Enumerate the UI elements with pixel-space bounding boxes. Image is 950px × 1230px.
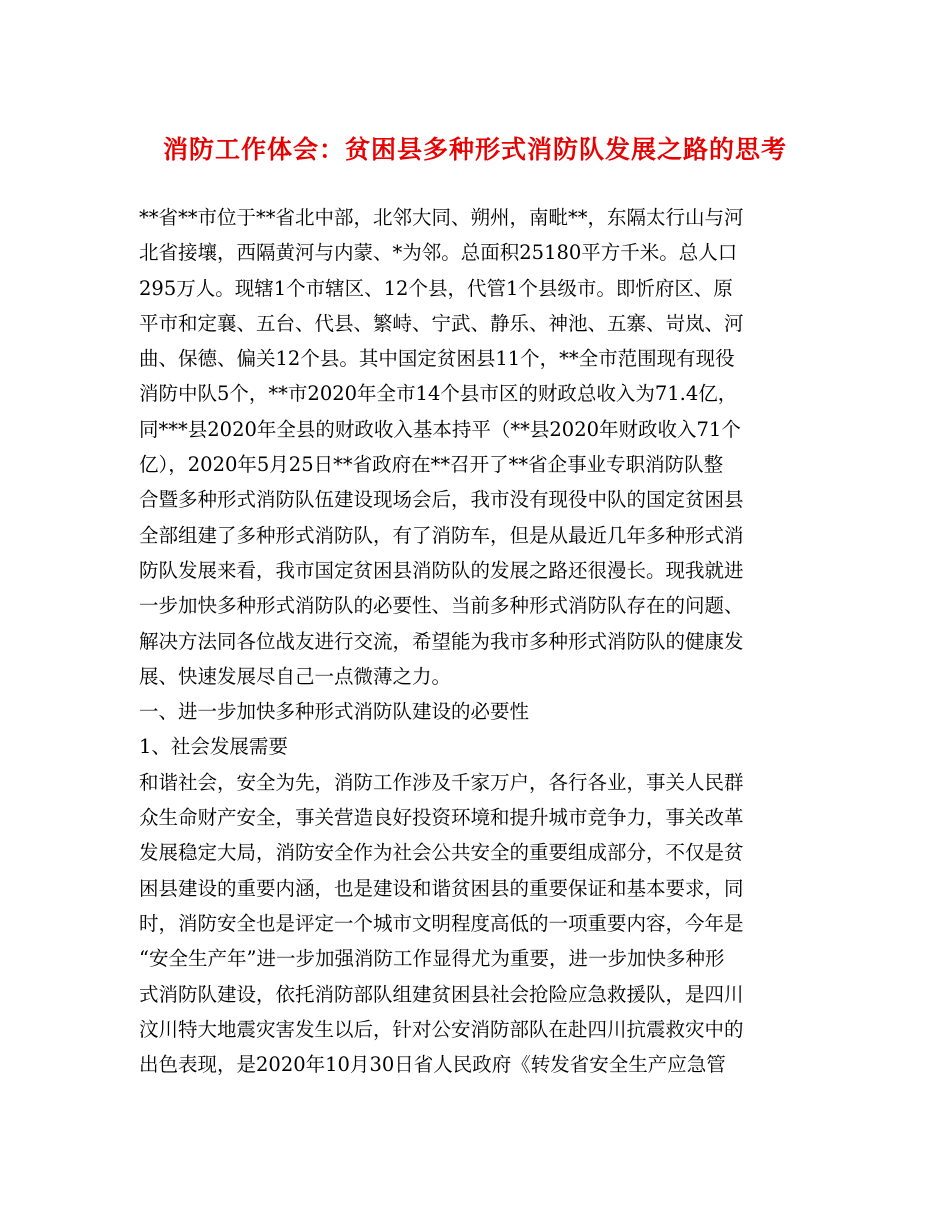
body-line: 平市和定襄、五台、代县、繁峙、宁武、静乐、神池、五寨、岢岚、河 <box>139 311 744 335</box>
body-line: 295万人。现辖1个市辖区、12个县，代管1个县级市。即忻府区、原 <box>139 276 733 300</box>
body-line: 出色表现，是2020年10月30日省人民政府《转发省安全生产应急管 <box>139 1053 726 1077</box>
body-line: 防队发展来看，我市国定贫困县消防队的发展之路还很漫长。现我就进 <box>139 558 744 582</box>
body-line: 汶川特大地震灾害发生以后，针对公安消防部队在赴四川抗震救灾中的 <box>139 1017 744 1041</box>
body-line: 亿），2020年5月25日**省政府在**召开了**省企事业专职消防队整 <box>139 453 724 477</box>
body-line: 北省接壤，西隔黄河与内蒙、*为邻。总面积25180平方千米。总人口 <box>139 241 738 265</box>
body-line: 展、快速发展尽自己一点微薄之力。 <box>139 664 452 688</box>
body-line: 解决方法同各位战友进行交流，希望能为我市多种形式消防队的健康发 <box>139 629 744 653</box>
document-body <box>139 200 829 1082</box>
body-line: 式消防队建设，依托消防部队组建贫困县社会抢险应急救援队，是四川 <box>139 982 744 1006</box>
body-line: 合暨多种形式消防队伍建设现场会后，我市没有现役中队的国定贫困县 <box>139 488 744 512</box>
body-line: 时，消防安全也是评定一个城市文明程度高低的一项重要内容，今年是 <box>139 911 744 935</box>
body-line: 一步加快多种形式消防队的必要性、当前多种形式消防队存在的问题、 <box>139 594 744 618</box>
body-line: 发展稳定大局，消防安全作为社会公共安全的重要组成部分，不仅是贫 <box>139 841 744 865</box>
body-line: 困县建设的重要内涵，也是建设和谐贫困县的重要保证和基本要求，同 <box>139 876 744 900</box>
body-line: “安全生产年”进一步加强消防工作显得尤为重要，进一步加快多种形 <box>139 947 725 971</box>
body-line: **省**市位于**省北中部，北邻大同、朔州，南毗**，东隔太行山与河 <box>139 206 744 229</box>
section-heading: 一、进一步加快多种形式消防队建设的必要性 <box>139 700 530 724</box>
body-line: 消防中队5个，**市2020年全市14个县市区的财政总收入为71.4亿， <box>139 382 738 406</box>
body-line: 全部组建了多种形式消防队，有了消防车，但是从最近几年多种形式消 <box>139 523 744 547</box>
body-line: 同***县2020年全县的财政收入基本持平（**县2020年财政收入71个 <box>139 417 741 441</box>
body-line: 和谐社会，安全为先，消防工作涉及千家万户，各行各业，事关人民群 <box>139 770 744 794</box>
body-line: 曲、保德、偏关12个县。其中国定贫困县11个，**全市范围现有现役 <box>139 347 735 371</box>
document-title: 消防工作体会：贫困县多种形式消防队发展之路的思考 <box>162 135 787 164</box>
body-line: 众生命财产安全，事关营造良好投资环境和提升城市竞争力，事关改革 <box>139 806 744 830</box>
subsection-heading: 1、社会发展需要 <box>139 735 288 759</box>
